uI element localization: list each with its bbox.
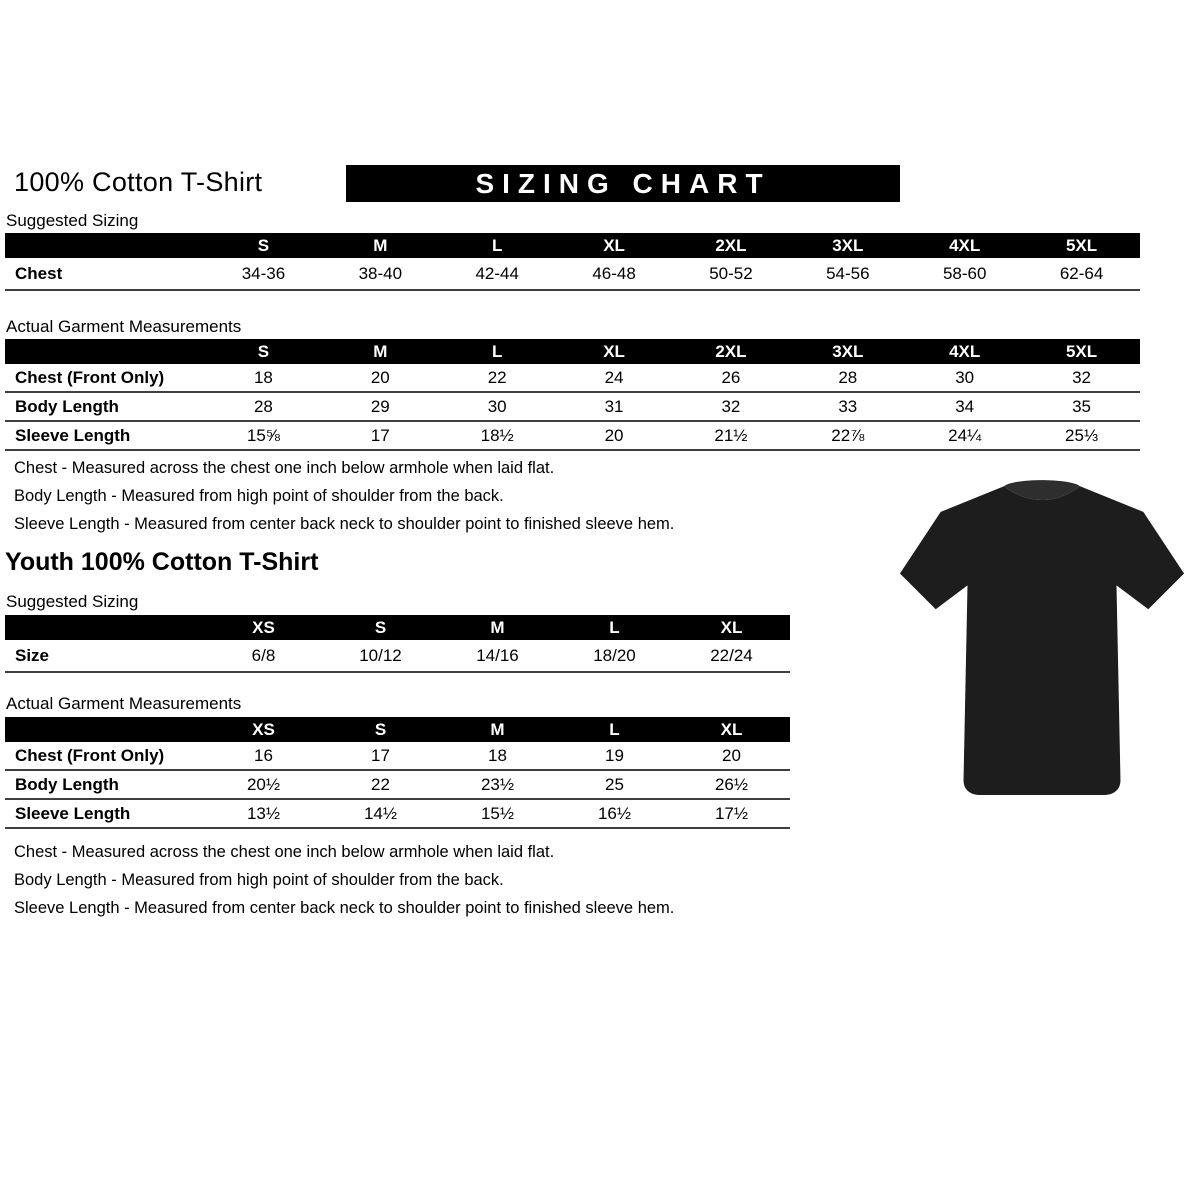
value-cell: 35 bbox=[1072, 396, 1092, 416]
size-header-cell: 3XL bbox=[832, 235, 864, 255]
row-label: Sleeve Length bbox=[15, 803, 131, 823]
value-cell: 16½ bbox=[597, 803, 632, 823]
adult-measurement-notes bbox=[14, 459, 674, 543]
value-cell: 34 bbox=[955, 396, 975, 416]
table-row bbox=[5, 640, 790, 673]
size-header-cell: S bbox=[374, 617, 387, 637]
size-header-cell: 2XL bbox=[715, 341, 747, 361]
value-cell: 24 bbox=[604, 367, 624, 387]
adult-suggested-table bbox=[5, 233, 1140, 291]
size-header-cell: XS bbox=[252, 617, 275, 637]
table-header-row bbox=[5, 717, 790, 742]
table-row bbox=[5, 771, 790, 800]
value-cell: 15⅝ bbox=[246, 425, 280, 445]
header-spacer-cell bbox=[5, 717, 205, 742]
tshirt-image bbox=[893, 474, 1191, 817]
value-cell: 30 bbox=[955, 367, 975, 387]
value-cell: 14/16 bbox=[476, 645, 519, 665]
size-header-cell: 2XL bbox=[715, 235, 747, 255]
size-header-cell: 3XL bbox=[832, 341, 864, 361]
size-header-cell: XL bbox=[603, 235, 625, 255]
value-cell: 28 bbox=[253, 396, 273, 416]
note-line: Chest - Measured across the chest one inch below armhole when laid flat. bbox=[14, 459, 555, 477]
size-header-cell: M bbox=[373, 341, 388, 361]
value-cell: 21½ bbox=[714, 425, 748, 445]
row-label-cell bbox=[5, 393, 205, 420]
row-label: Chest bbox=[15, 263, 63, 283]
value-cell: 14½ bbox=[363, 803, 398, 823]
page-title: 100% Cotton T-Shirt bbox=[14, 167, 263, 197]
table-row bbox=[5, 364, 1140, 393]
value-cell: 33 bbox=[838, 396, 858, 416]
row-label: Sleeve Length bbox=[15, 425, 131, 445]
row-label-cell bbox=[5, 258, 205, 289]
value-cell: 26 bbox=[721, 367, 741, 387]
size-header-cell: 4XL bbox=[949, 341, 981, 361]
value-cell: 17½ bbox=[714, 803, 749, 823]
size-header-cell: L bbox=[491, 341, 503, 361]
value-cell: 38-40 bbox=[358, 263, 403, 283]
note-line: Body Length - Measured from high point of shoulder from the back. bbox=[14, 871, 504, 889]
size-header-cell: XL bbox=[720, 719, 743, 739]
size-header-cell: L bbox=[491, 235, 503, 255]
size-header-cell: XL bbox=[720, 617, 743, 637]
row-label: Chest bbox=[15, 745, 63, 765]
value-cell: 18 bbox=[488, 745, 507, 765]
table-header-row bbox=[5, 233, 1140, 258]
value-cell: 23½ bbox=[480, 774, 515, 794]
value-cell: 6/8 bbox=[251, 645, 276, 665]
size-header-cell: M bbox=[373, 235, 388, 255]
size-header-cell: S bbox=[374, 719, 387, 739]
header-spacer-cell bbox=[5, 339, 205, 364]
value-cell: 58-60 bbox=[942, 263, 987, 283]
size-header-cell: 5XL bbox=[1065, 235, 1098, 255]
value-cell: 26½ bbox=[714, 774, 749, 794]
value-cell: 25 bbox=[605, 774, 624, 794]
table-row bbox=[5, 258, 1140, 291]
youth-actual-table bbox=[5, 717, 790, 829]
value-cell: 20 bbox=[604, 425, 624, 445]
value-cell: 22 bbox=[371, 774, 390, 794]
value-cell: 46-48 bbox=[592, 263, 636, 283]
value-cell: 20 bbox=[722, 745, 741, 765]
value-cell: 31 bbox=[604, 396, 624, 416]
value-cell: 22 bbox=[487, 367, 507, 387]
row-label-cell bbox=[5, 364, 205, 391]
table-header-row bbox=[5, 339, 1140, 364]
header-spacer-cell bbox=[5, 233, 205, 258]
table-header-row bbox=[5, 615, 790, 640]
value-cell: 32 bbox=[721, 396, 741, 416]
value-cell: 18/20 bbox=[593, 645, 636, 665]
row-label: Size bbox=[15, 645, 50, 665]
value-cell: 15½ bbox=[480, 803, 515, 823]
size-header-cell: M bbox=[490, 617, 505, 637]
value-cell: 10/12 bbox=[359, 645, 402, 665]
note-line: Chest - Measured across the chest one inch below armhole when laid flat. bbox=[14, 843, 555, 861]
value-cell: 34-36 bbox=[241, 263, 286, 283]
size-header-cell: XS bbox=[252, 719, 275, 739]
row-label-suffix: (Front Only) bbox=[62, 745, 165, 765]
value-cell: 20 bbox=[370, 367, 390, 387]
row-label: Body Length bbox=[15, 774, 119, 794]
note-line: Sleeve Length - Measured from center back neck to shoulder point to finished sleeve hem. bbox=[14, 515, 675, 533]
actual-measurements-heading: Actual Garment Measurements bbox=[6, 317, 242, 336]
table-row bbox=[5, 742, 790, 771]
value-cell: 22/24 bbox=[710, 645, 753, 665]
actual-measurements-heading: Actual Garment Measurements bbox=[6, 694, 242, 713]
tshirt-body bbox=[900, 486, 1184, 795]
value-cell: 18½ bbox=[480, 425, 514, 445]
note-line: Body Length - Measured from high point of shoulder from the back. bbox=[14, 487, 504, 505]
row-label-cell bbox=[5, 800, 205, 827]
value-cell: 17 bbox=[371, 745, 390, 765]
value-cell: 18 bbox=[253, 367, 273, 387]
row-label-cell bbox=[5, 640, 205, 671]
value-cell: 30 bbox=[487, 396, 507, 416]
row-label-cell bbox=[5, 742, 205, 769]
value-cell: 62-64 bbox=[1059, 263, 1104, 283]
row-label: Chest bbox=[15, 367, 63, 387]
size-header-cell: 5XL bbox=[1065, 341, 1098, 361]
table-row bbox=[5, 800, 790, 829]
table-row bbox=[5, 393, 1140, 422]
value-cell: 20½ bbox=[246, 774, 281, 794]
sizing-chart-banner-text: SIZING CHART bbox=[475, 167, 771, 199]
adult-actual-table bbox=[5, 339, 1140, 451]
table-row bbox=[5, 422, 1140, 451]
value-cell: 17 bbox=[370, 425, 390, 445]
value-cell: 28 bbox=[838, 367, 858, 387]
value-cell: 29 bbox=[370, 396, 390, 416]
value-cell: 32 bbox=[1072, 367, 1092, 387]
value-cell: 54-56 bbox=[826, 263, 870, 283]
value-cell: 19 bbox=[605, 745, 624, 765]
suggested-sizing-heading: Suggested Sizing bbox=[6, 211, 139, 230]
sizing-chart-banner bbox=[346, 165, 900, 202]
youth-suggested-table bbox=[5, 615, 790, 673]
row-label-cell bbox=[5, 771, 205, 798]
value-cell: 16 bbox=[254, 745, 273, 765]
youth-title: Youth 100% Cotton T-Shirt bbox=[5, 548, 319, 576]
row-label-cell bbox=[5, 422, 205, 449]
size-header-cell: L bbox=[609, 617, 620, 637]
header-spacer-cell bbox=[5, 615, 205, 640]
size-header-cell: L bbox=[609, 719, 620, 739]
size-header-cell: S bbox=[257, 341, 270, 361]
size-header-cell: XL bbox=[603, 341, 625, 361]
value-cell: 42-44 bbox=[475, 263, 519, 283]
row-label-suffix: (Front Only) bbox=[62, 367, 165, 387]
value-cell: 13½ bbox=[246, 803, 281, 823]
row-label: Body Length bbox=[15, 396, 119, 416]
value-cell: 22⅞ bbox=[831, 425, 865, 445]
value-cell: 25⅓ bbox=[1065, 425, 1099, 445]
suggested-sizing-heading: Suggested Sizing bbox=[6, 592, 139, 611]
size-header-cell: S bbox=[257, 235, 270, 255]
size-header-cell: M bbox=[490, 719, 505, 739]
size-header-cell: 4XL bbox=[949, 235, 981, 255]
value-cell: 24¼ bbox=[948, 425, 982, 445]
note-line: Sleeve Length - Measured from center back neck to shoulder point to finished sleeve hem. bbox=[14, 899, 675, 917]
value-cell: 50-52 bbox=[709, 263, 753, 283]
youth-measurement-notes bbox=[14, 843, 674, 927]
